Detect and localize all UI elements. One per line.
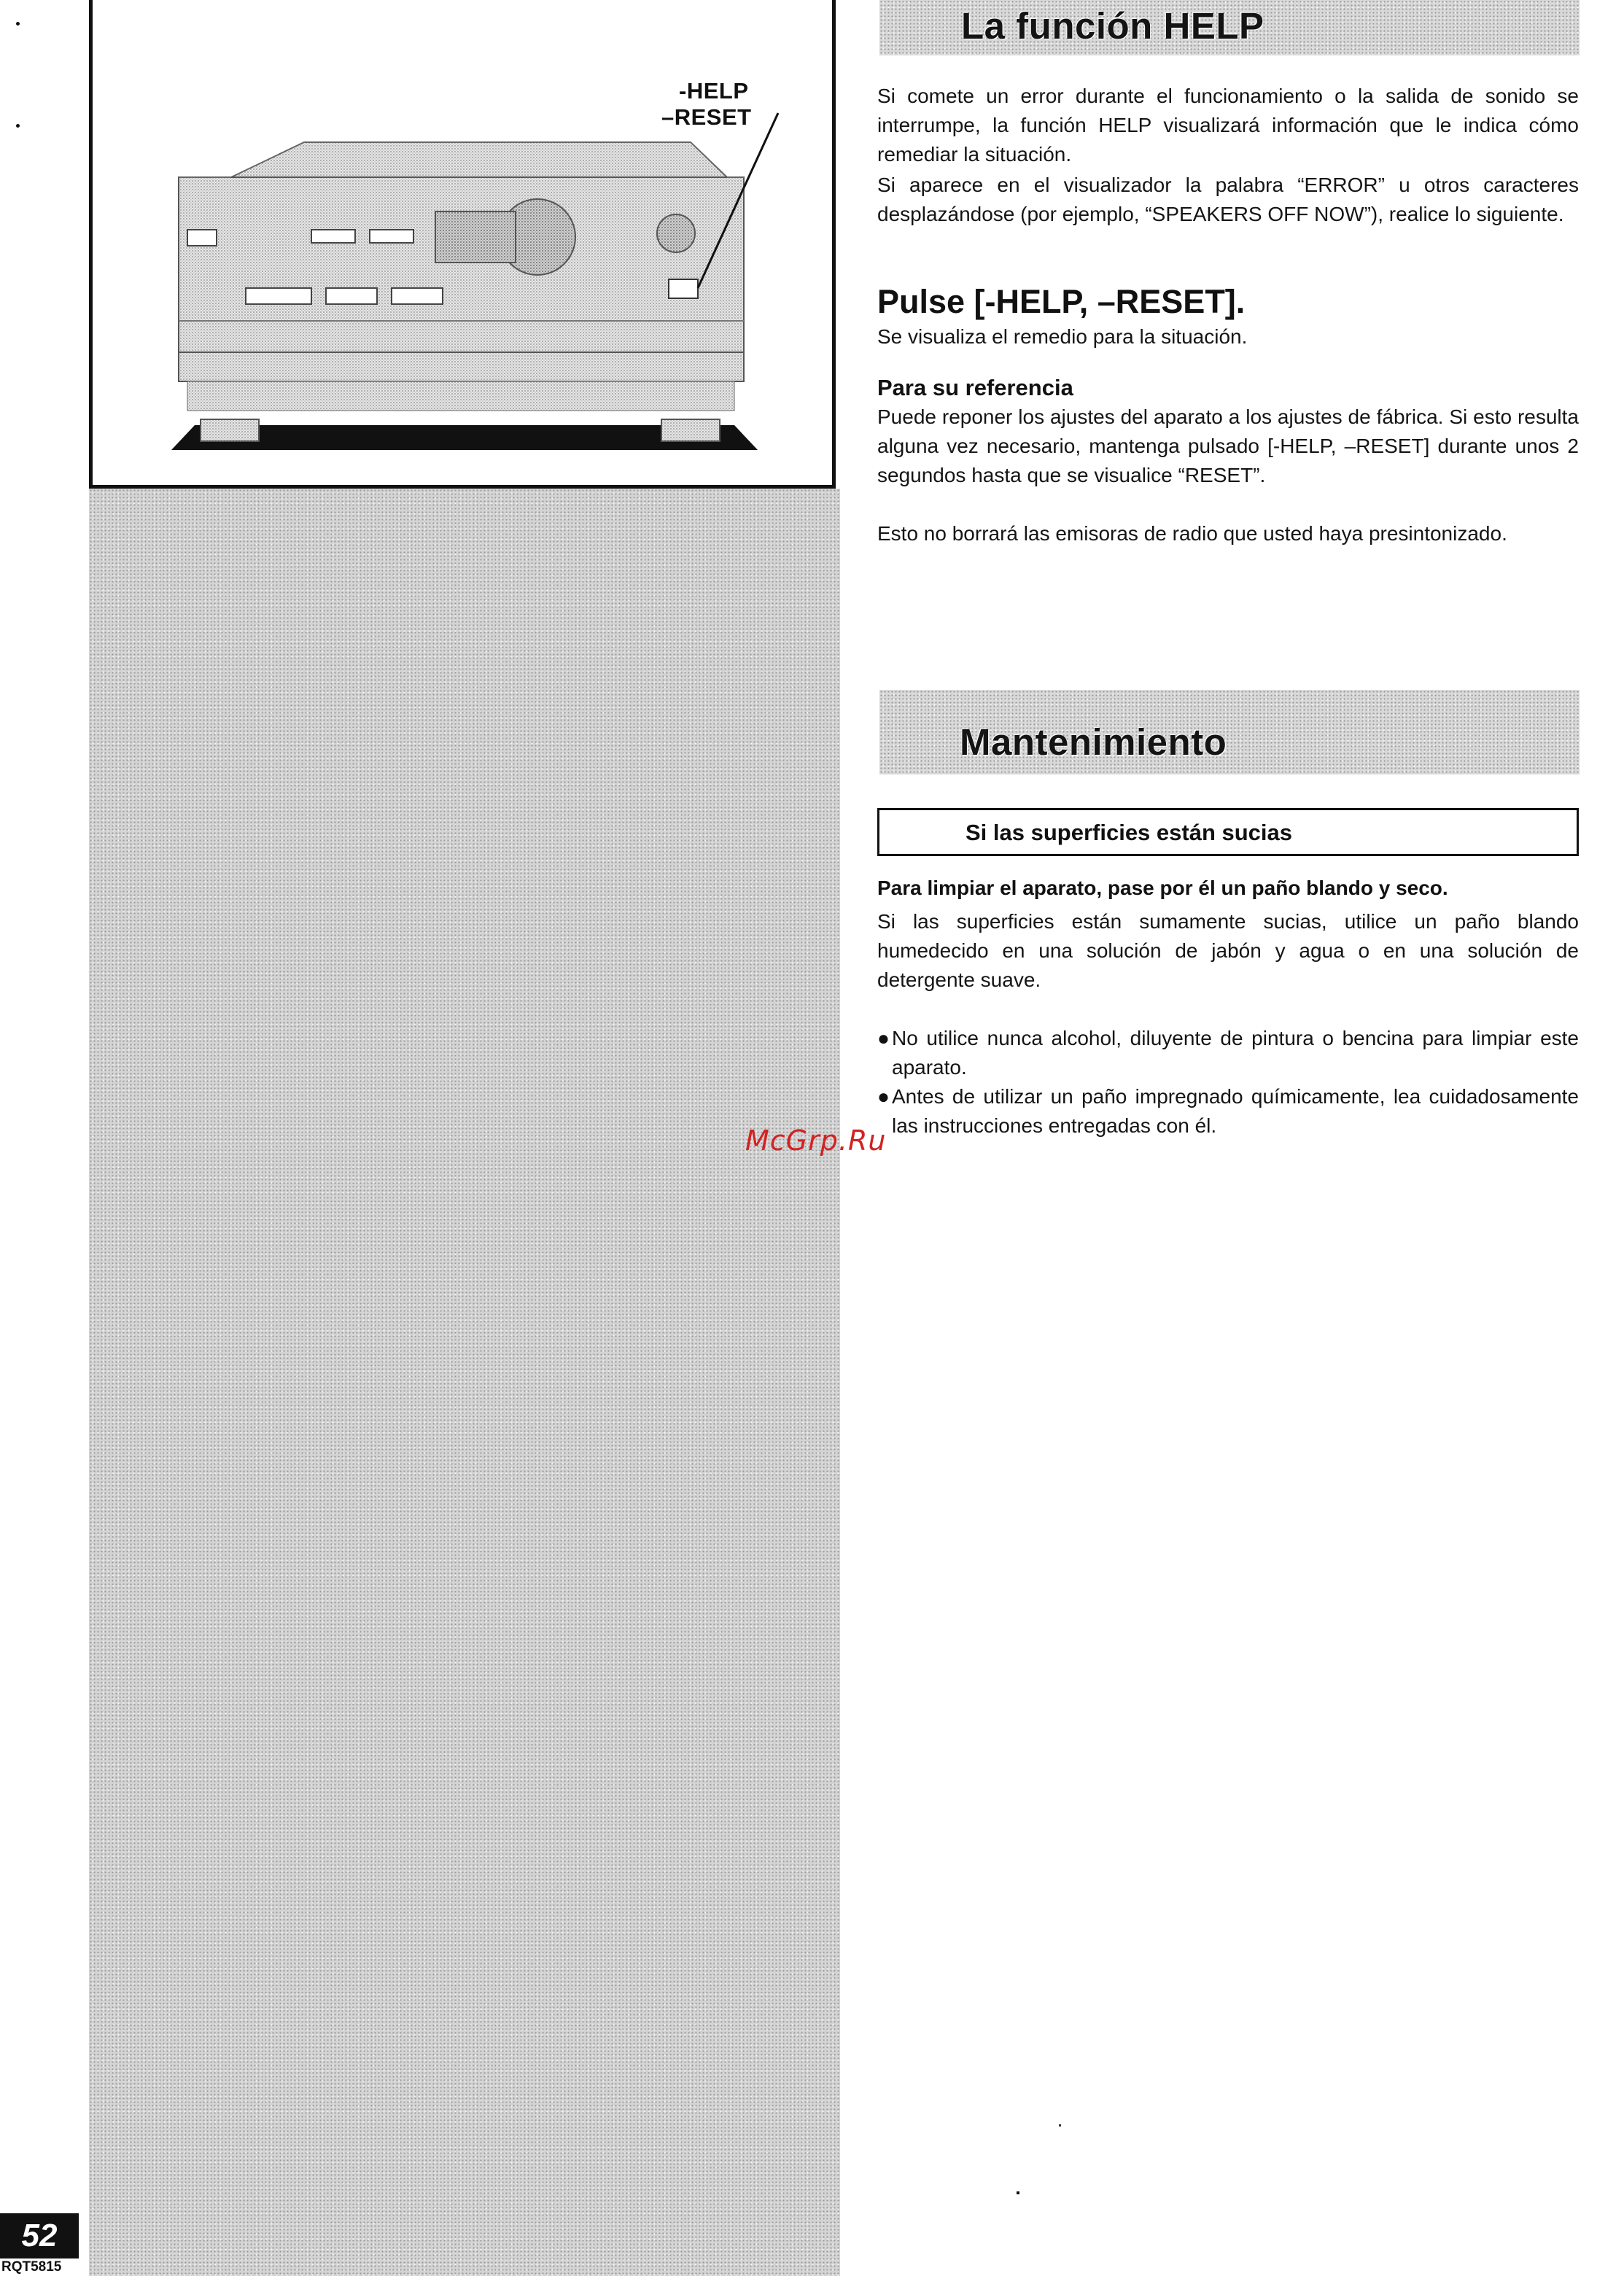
list-item-text: Antes de utilizar un paño impregnado químicamente, lea cuidadosamente las instrucciones entregadas con él.: [892, 1085, 1579, 1137]
reference-heading: Para su referencia: [877, 375, 1073, 400]
maintenance-header-band: [879, 690, 1580, 774]
watermark-text: McGrp.Ru: [745, 1125, 887, 1157]
cautions-list: [877, 1024, 1579, 1141]
help-reset-callout: [661, 78, 752, 131]
help-label: -HELP: [679, 78, 749, 104]
bullet-icon: ●: [877, 1085, 890, 1108]
page-number: 52: [0, 2213, 79, 2258]
document-code: RQT5815: [1, 2259, 62, 2275]
help-intro-paragraph: Si comete un error durante el funcionamiento o la salida de sonido se interrumpe, la función HELP visualizará información que le indica cómo remediar la situación.: [877, 85, 1579, 166]
list-item: [877, 1024, 1579, 1082]
speck: [1017, 2191, 1019, 2194]
margin-speck: [16, 22, 20, 26]
list-item: [877, 1082, 1579, 1141]
dirty-surfaces-heading-box: [877, 808, 1579, 856]
margin-speck: [16, 124, 20, 128]
maintenance-section-title: Mantenimiento: [960, 721, 1227, 763]
speck: [1059, 2124, 1061, 2127]
clean-instruction-bold: Para limpiar el aparato, pase por él un paño blando y seco.: [877, 877, 1448, 899]
help-section-title: La función HELP: [961, 5, 1264, 47]
blank-gray-panel: [89, 489, 840, 2276]
help-header-band: [879, 0, 1580, 55]
dirty-surfaces-heading: Si las superficies están sucias: [966, 820, 1293, 845]
reset-label: –RESET: [661, 104, 752, 130]
receiver-figure-box: [89, 0, 836, 489]
receiver-illustration: [93, 0, 832, 485]
help-error-paragraph: Si aparece en el visualizador la palabra “ERROR” u otros caracteres desplazándose (por ejemplo, “SPEAKERS OFF NOW”), realice lo siguiente.: [877, 174, 1579, 225]
clean-instruction-paragraph: Si las superficies están sumamente sucias, utilice un paño blando humedecido en una solución de jabón y agua o en una solución de detergente suave.: [877, 910, 1579, 991]
bullet-icon: ●: [877, 1027, 890, 1049]
pulse-help-reset-heading: Pulse [-HELP, –RESET].: [877, 283, 1246, 320]
list-item-text: No utilice nunca alcohol, diluyente de pintura o bencina para limpiar este aparato.: [892, 1027, 1579, 1079]
reference-paragraph: Puede reponer los ajustes del aparato a los ajustes de fábrica. Si esto resulta alguna vez necesario, mantenga pulsado [-HELP, –RESET] durante unos 2 segundos hasta que se visualice “RESET”.: [877, 405, 1579, 486]
pulse-help-reset-text: Se visualiza el remedio para la situación.: [877, 325, 1248, 348]
reference-note-paragraph: Esto no borrará las emisoras de radio que usted haya presintonizado.: [877, 522, 1507, 545]
